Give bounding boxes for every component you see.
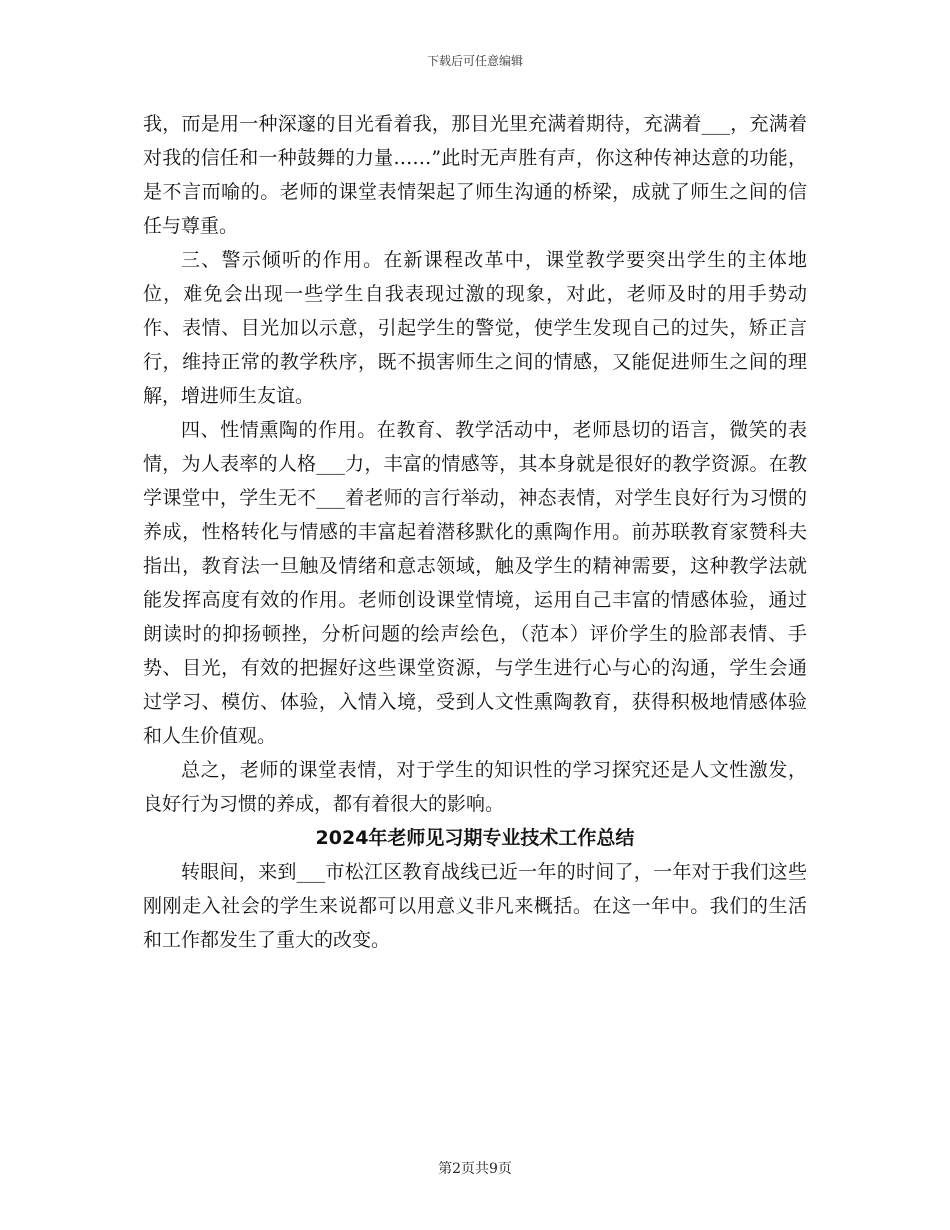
paragraph-section-intro: 转眼间，来到___市松江区教育战线已近一年的时间了，一年对于我们这些刚刚走入社会的学生来说都可以用意义非凡来概括。在这一年中。我们的生活和工作都发生了重大的改变。 xyxy=(143,861,807,951)
document-body xyxy=(143,107,807,957)
section-title: 2024年老师见习期专业技术工作总结 xyxy=(315,827,635,849)
paragraph-conclusion: 总之，老师的课堂表情，对于学生的知识性的学习探究还是人文性激发，良好行为习惯的养成，都有着很大的影响。 xyxy=(143,759,807,815)
page-footer: 第2页共9页 xyxy=(438,1161,512,1177)
page-header: 下载后可任意编辑 xyxy=(426,54,523,68)
paragraph-warning-listening: 三、警示倾听的作用。在新课程改革中，课堂教学要突出学生的主体地位，难免会出现一些学生自我表现过激的现象，对此，老师及时的用手势动作、表情、目光加以示意，引起学生的警觉，使学生发现自己的过失，矫正言行，维持正常的教学秩序，既不损害师生之间的情感，又能促进师生之间的理解，增进师生友谊。 xyxy=(143,249,807,407)
paragraph-continuation: 我，而是用一种深邃的目光看着我，那目光里充满着期待，充满着___，充满着对我的信任和一种鼓舞的力量……”此时无声胜有声，你这种传神达意的功能，是不言而喻的。老师的课堂表情架起了师生沟通的桥梁，成就了师生之间的信任与尊重。 xyxy=(143,113,807,237)
paragraph-temperament: 四、性情熏陶的作用。在教育、教学活动中，老师恳切的语言，微笑的表情，为人表率的人格___力，丰富的情感等，其本身就是很好的教学资源。在教学课堂中，学生无不___着老师的言行举动，神态表情，对学生良好行为习惯的养成，性格转化与情感的丰富起着潜移默化的熏陶作用。前苏联教育家赞科夫指出，教育法一旦触及情绪和意志领域，触及学生的精神需要，这种教学法就能发挥高度有效的作用。老师创设课堂情境，运用自己丰富的情感体验，通过朗读时的抑扬顿挫，分析问题的绘声绘色，（范本）评价学生的脸部表情、手势、目光，有效的把握好这些课堂资源，与学生进行心与心的沟通，学生会通过学习、模仿、体验，入情入境，受到人文性熏陶教育，获得积极地情感体验和人生价值观。 xyxy=(143,419,807,747)
